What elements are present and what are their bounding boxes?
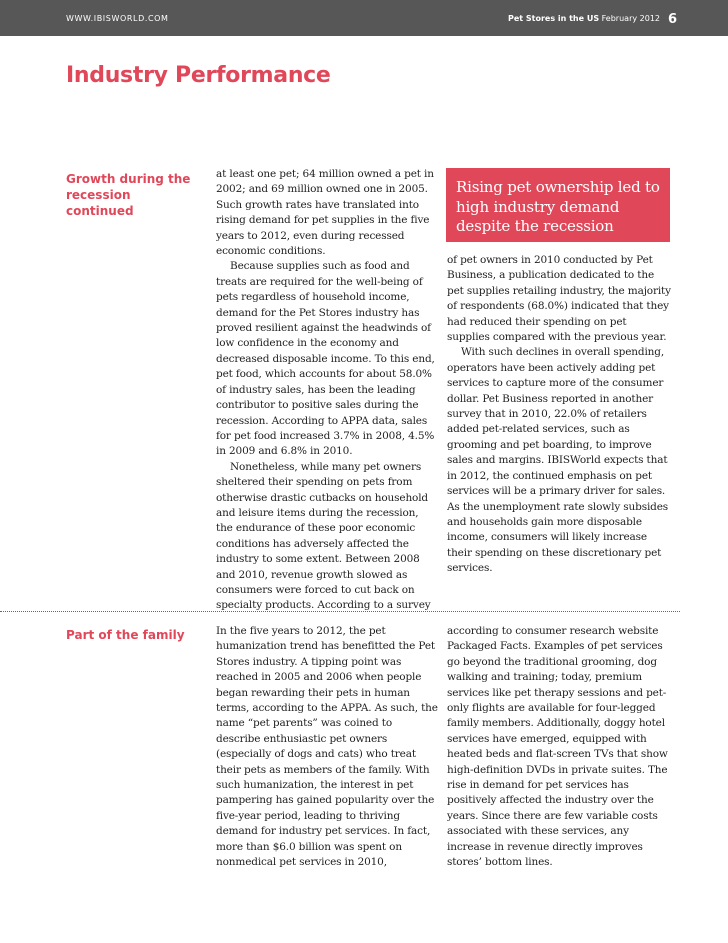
page-title: Industry Performance [66, 63, 331, 88]
page-number: 6 [668, 12, 678, 27]
paragraph: With such declines in overall spending, operators have been actively adding pet services to capture more of the consumer dollar. Pet Business reported in another survey that in 2010, 22.0% of retailers added pet-related services, such as grooming and pet boarding, to improve sales and margins. IBISWorld expects that in 2012, the continued emphasis on pet services will be a primary driver for sales. As the unemployment rate slowly subsides and households gain more disposable income, consumers will likely increase their spending on these discretionary pet services. [447, 346, 669, 575]
section-heading-family: Part of the family [66, 628, 185, 642]
section2-column-2 [447, 624, 671, 871]
paragraph: Nonetheless, while many pet owners sheltered their spending on pets from otherwise drastic cutbacks on household and leisure items during the recession, the endurance of these poor economic conditions has adversely affected the industry to some extent. Between 2008 and 2010, revenue growth slowed as consumers were forced to cut back on specialty products. According to a survey [216, 460, 431, 612]
report-title: Pet Stores in the US [507, 14, 600, 23]
header-bar [0, 0, 728, 36]
pull-quote: Rising pet ownership led to high industry demand despite the recession [456, 178, 660, 235]
paragraph: In the five years to 2012, the pet humanization trend has benefitted the Pet Stores industry. A tipping point was reached in 2005 and 2006 when people began rewarding their pets in human terms, according to the APPA. As such, the name “pet parents” was coined to describe enthusiastic pet owners (especially of dogs and cats) who treat their pets as members of the family. With such humanization, the interest in pet pampering has gained popularity over the five-year period, leading to thriving demand for industry pet services. In fact, more than $6.0 billion was spent on nonmedical pet services in 2010, [216, 625, 438, 869]
pull-quote-box [446, 168, 670, 242]
site-url[interactable]: WWW.IBISWORLD.COM [66, 14, 169, 23]
section1-column-1 [216, 167, 436, 614]
section1-column-2 [447, 253, 671, 577]
section2-column-1 [216, 624, 438, 871]
section-divider [0, 611, 680, 612]
paragraph: according to consumer research website Packaged Facts. Examples of pet services go beyond the traditional grooming, dog walking and training; today, premium services like pet therapy sessions and pet-only flights are available for four-legged family members. Additionally, doggy hotel services have emerged, equipped with heated beds and flat-screen TVs that show high-definition DVDs in private suites. The rise in demand for pet services has positively affected the industry over the years. Since there are few variable costs associated with these services, any increase in revenue directly improves stores’ bottom lines. [447, 625, 668, 869]
report-info [508, 14, 660, 23]
paragraph: of pet owners in 2010 conducted by Pet Business, a publication dedicated to the pet supplies retailing industry, the majority of respondents (68.0%) indicated that they had reduced their spending on pet supplies compared with the previous year. [447, 254, 671, 344]
report-date: February 2012 [601, 14, 660, 23]
section-heading-growth: Growth during the recession continued [66, 172, 191, 218]
paragraph: Because supplies such as food and treats are required for the well-being of pets regardless of household income, demand for the Pet Stores industry has proved resilient against the headwinds of low confidence in the economy and decreased disposable income. To this end, pet food, which accounts for about 58.0% of industry sales, has been the leading contributor to positive sales during the recession. According to APPA data, sales for pet food increased 3.7% in 2008, 4.5% in 2009 and 6.8% in 2010. [216, 260, 435, 458]
paragraph: at least one pet; 64 million owned a pet in 2002; and 69 million owned one in 2005. Such growth rates have translated into rising demand for pet supplies in the five years to 2012, even during recessed economic conditions. [216, 168, 434, 258]
